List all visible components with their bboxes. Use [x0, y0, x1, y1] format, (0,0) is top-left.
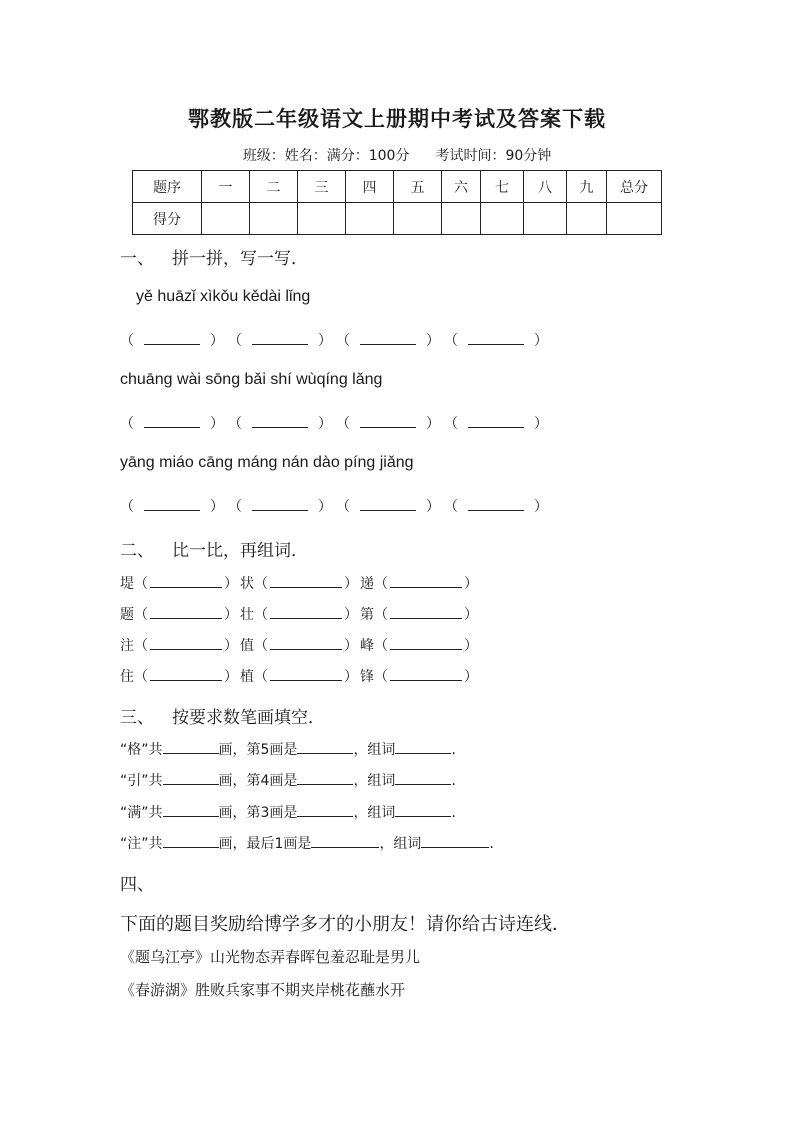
compare-cell[interactable]: 植（ ） [240, 669, 358, 685]
answer-blank[interactable]: （ ） [120, 333, 224, 349]
score-header-cell: 三 [298, 171, 346, 203]
stroke-row: “满”共 画，第3画是 ，组词 ． [120, 805, 466, 821]
blank-row [120, 496, 552, 516]
section-number: 四、 [120, 875, 154, 895]
stroke-row: “引”共 画，第4画是 ，组词 ． [120, 773, 466, 789]
word-blank[interactable] [421, 835, 489, 848]
score-header-cell: 八 [524, 171, 567, 203]
score-cell[interactable] [394, 203, 442, 235]
answer-blank[interactable]: （ ） [444, 416, 548, 432]
stroke-row: “格”共 画，第5画是 ，组词 ． [120, 742, 466, 758]
blank-row [120, 413, 552, 433]
section-4-intro: 下面的题目奖励给博学多才的小朋友！请你给古诗连线． [120, 914, 570, 935]
section-title: 按要求数笔画填空． [172, 708, 325, 728]
score-cell[interactable] [481, 203, 524, 235]
compare-row [120, 666, 480, 686]
compare-cell[interactable]: 题（ ） [120, 607, 238, 623]
word-blank[interactable] [395, 741, 451, 754]
word-blank[interactable] [395, 772, 451, 785]
section-title: 拼一拼，写一写． [172, 249, 308, 269]
compare-cell[interactable]: 第（ ） [360, 607, 478, 623]
stroke-count-blank[interactable] [163, 741, 219, 754]
score-header-cell: 一 [202, 171, 250, 203]
compare-cell[interactable]: 峰（ ） [360, 638, 478, 654]
compare-row [120, 635, 480, 655]
pinyin-row: yāng miáo cāng máng nán dào píng jiǎng [120, 454, 414, 471]
stroke-count-blank[interactable] [163, 804, 219, 817]
score-cell[interactable] [442, 203, 481, 235]
answer-blank[interactable]: （ ） [444, 333, 548, 349]
stroke-blank[interactable] [311, 835, 379, 848]
answer-blank[interactable]: （ ） [120, 416, 224, 432]
answer-blank[interactable]: （ ） [444, 499, 548, 515]
answer-blank[interactable]: （ ） [336, 333, 440, 349]
word-blank[interactable] [395, 804, 451, 817]
compare-cell[interactable]: 堤（ ） [120, 576, 238, 592]
pinyin-row: chuāng wài sōng bǎi shí wùqíng lǎng [120, 371, 383, 388]
exam-info [0, 145, 794, 165]
score-table-score-row [133, 203, 662, 235]
score-cell[interactable] [298, 203, 346, 235]
score-cell[interactable] [524, 203, 567, 235]
section-number: 二、 [120, 541, 154, 561]
score-header-cell: 总分 [607, 171, 662, 203]
compare-row [120, 573, 480, 593]
section-4-heading [120, 870, 172, 895]
section-number: 一、 [120, 249, 154, 269]
score-cell[interactable] [250, 203, 298, 235]
stroke-count-blank[interactable] [163, 772, 219, 785]
poem-line: 《春游湖》胜败兵家事不期夹岸桃花蘸水开 [120, 981, 406, 999]
answer-blank[interactable]: （ ） [228, 333, 332, 349]
score-table [132, 170, 662, 235]
section-3-heading [120, 703, 325, 728]
score-header-cell: 六 [442, 171, 481, 203]
score-header-cell: 题序 [133, 171, 202, 203]
compare-row [120, 604, 480, 624]
score-header-cell: 九 [567, 171, 607, 203]
answer-blank[interactable]: （ ） [336, 416, 440, 432]
answer-blank[interactable]: （ ） [228, 416, 332, 432]
score-header-cell: 五 [394, 171, 442, 203]
score-header-cell: 二 [250, 171, 298, 203]
compare-cell[interactable]: 递（ ） [360, 576, 478, 592]
poem-line: 《题乌江亭》山光物态弄春晖包羞忍耻是男儿 [120, 948, 421, 966]
score-cell[interactable] [346, 203, 394, 235]
exam-time-label: 考试时间：90分钟 [435, 148, 552, 164]
stroke-count-blank[interactable] [163, 835, 219, 848]
section-number: 三、 [120, 708, 154, 728]
class-name-score-label: 班级：姓名：满分：100分 [242, 148, 410, 164]
pinyin-row: yě huāzǐ xìkǒu kědài lǐng [136, 288, 311, 305]
section-title: 比一比，再组词． [172, 541, 308, 561]
section-2-heading [120, 536, 308, 561]
score-cell[interactable] [607, 203, 662, 235]
compare-cell[interactable]: 值（ ） [240, 638, 358, 654]
stroke-blank[interactable] [297, 741, 353, 754]
score-cell[interactable] [567, 203, 607, 235]
score-table-header-row [133, 171, 662, 203]
stroke-blank[interactable] [297, 772, 353, 785]
compare-cell[interactable]: 状（ ） [240, 576, 358, 592]
section-1-heading [120, 244, 308, 269]
compare-cell[interactable]: 壮（ ） [240, 607, 358, 623]
answer-blank[interactable]: （ ） [120, 499, 224, 515]
answer-blank[interactable]: （ ） [336, 499, 440, 515]
answer-blank[interactable]: （ ） [228, 499, 332, 515]
compare-cell[interactable]: 住（ ） [120, 669, 238, 685]
score-cell[interactable] [202, 203, 250, 235]
compare-cell[interactable]: 注（ ） [120, 638, 238, 654]
score-header-cell: 七 [481, 171, 524, 203]
score-row-label: 得分 [133, 203, 202, 235]
score-header-cell: 四 [346, 171, 394, 203]
stroke-row: “注”共 画，最后1画是 ，组词 ． [120, 836, 504, 852]
page-title: 鄂教版二年级语文上册期中考试及答案下载 [188, 106, 606, 131]
compare-cell[interactable]: 锋（ ） [360, 669, 478, 685]
stroke-blank[interactable] [297, 804, 353, 817]
blank-row [120, 330, 552, 350]
